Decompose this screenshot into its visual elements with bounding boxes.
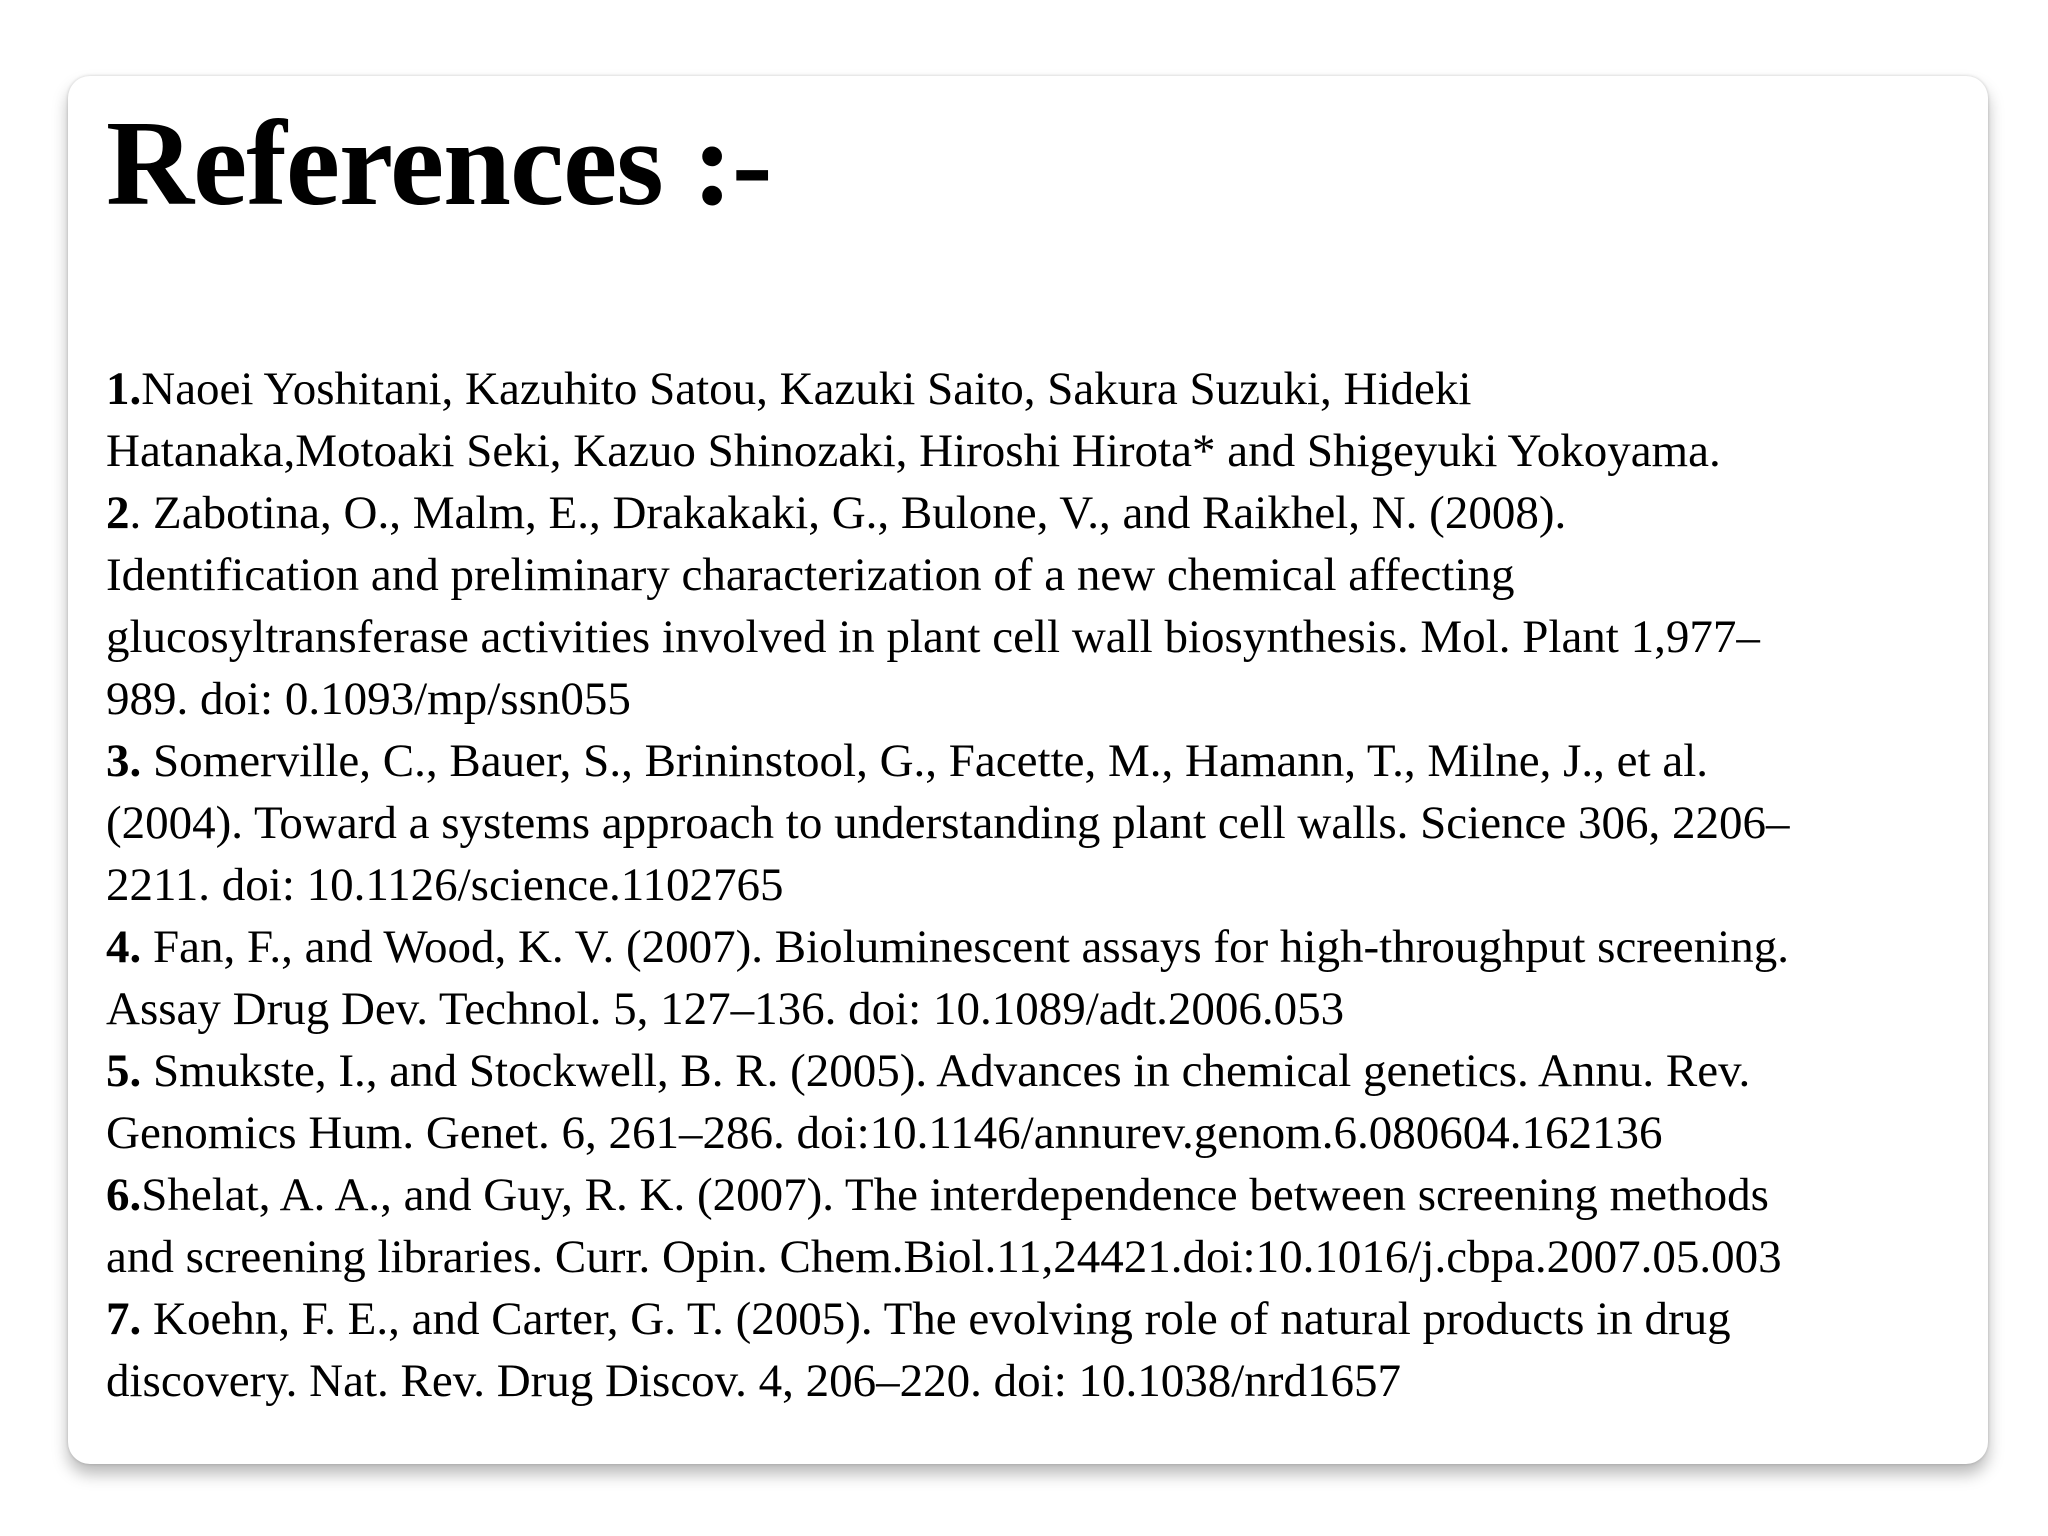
reference-line (106, 358, 1980, 420)
reference-text: Naoei Yoshitani, Kazuhito Satou, Kazuki Saito, Sakura Suzuki, Hideki (141, 363, 1472, 415)
reference-line (106, 1040, 1980, 1102)
references-list (106, 358, 1980, 1412)
reference-text: (2004). Toward a systems approach to understanding plant cell walls. Science 306, 2206– (106, 797, 1790, 849)
reference-line (106, 482, 1980, 544)
reference-text: . Zabotina, O., Malm, E., Drakakaki, G., Bulone, V., and Raikhel, N. (2008). (129, 487, 1567, 539)
reference-text: Shelat, A. A., and Guy, R. K. (2007). The interdependence between screening methods (141, 1169, 1769, 1221)
reference-number: 4. (106, 921, 142, 973)
reference-number: 7. (106, 1293, 142, 1345)
slide-card (68, 76, 1988, 1464)
reference-number: 3. (106, 735, 142, 787)
reference-line (106, 1288, 1980, 1350)
reference-text: 2211. doi: 10.1126/science.1102765 (106, 859, 784, 911)
reference-item-2 (106, 482, 1980, 730)
reference-item-5 (106, 1040, 1980, 1164)
reference-number: 6. (106, 1169, 142, 1221)
reference-number: 5. (106, 1045, 142, 1097)
reference-text: Assay Drug Dev. Technol. 5, 127–136. doi: 10.1089/adt.2006.053 (106, 983, 1345, 1035)
reference-line (106, 1164, 1980, 1226)
reference-line (106, 916, 1980, 978)
reference-number: 1. (106, 363, 142, 415)
reference-text: glucosyltransferase activities involved in plant cell wall biosynthesis. Mol. Plant 1,977– (106, 611, 1760, 663)
reference-text: discovery. Nat. Rev. Drug Discov. 4, 206–220. doi: 10.1038/nrd1657 (106, 1355, 1401, 1407)
reference-text: Smukste, I., and Stockwell, B. R. (2005). Advances in chemical genetics. Annu. Rev. (141, 1045, 1751, 1097)
reference-text: Hatanaka,Motoaki Seki, Kazuo Shinozaki, Hiroshi Hirota* and Shigeyuki Yokoyama. (106, 425, 1721, 477)
reference-text: and screening libraries. Curr. Opin. Chem.Biol.11,24421.doi:10.1016/j.cbpa.2007.05.003 (106, 1231, 1782, 1283)
reference-text: Koehn, F. E., and Carter, G. T. (2005). The evolving role of natural products in drug (141, 1293, 1731, 1345)
reference-text: Identification and preliminary characterization of a new chemical affecting (106, 549, 1515, 601)
reference-text: Fan, F., and Wood, K. V. (2007). Bioluminescent assays for high-throughput screening. (141, 921, 1789, 973)
reference-item-3 (106, 730, 1980, 916)
reference-text: Genomics Hum. Genet. 6, 261–286. doi:10.1146/annurev.genom.6.080604.162136 (106, 1107, 1663, 1159)
reference-item-1 (106, 358, 1980, 482)
reference-item-4 (106, 916, 1980, 1040)
page-title: References :- (106, 96, 772, 231)
reference-text: Somerville, C., Bauer, S., Brininstool, G., Facette, M., Hamann, T., Milne, J., et al. (141, 735, 1709, 787)
reference-item-7 (106, 1288, 1980, 1412)
reference-text: 989. doi: 0.1093/mp/ssn055 (106, 673, 631, 725)
reference-number: 2 (106, 487, 130, 539)
reference-line (106, 730, 1980, 792)
reference-item-6 (106, 1164, 1980, 1288)
